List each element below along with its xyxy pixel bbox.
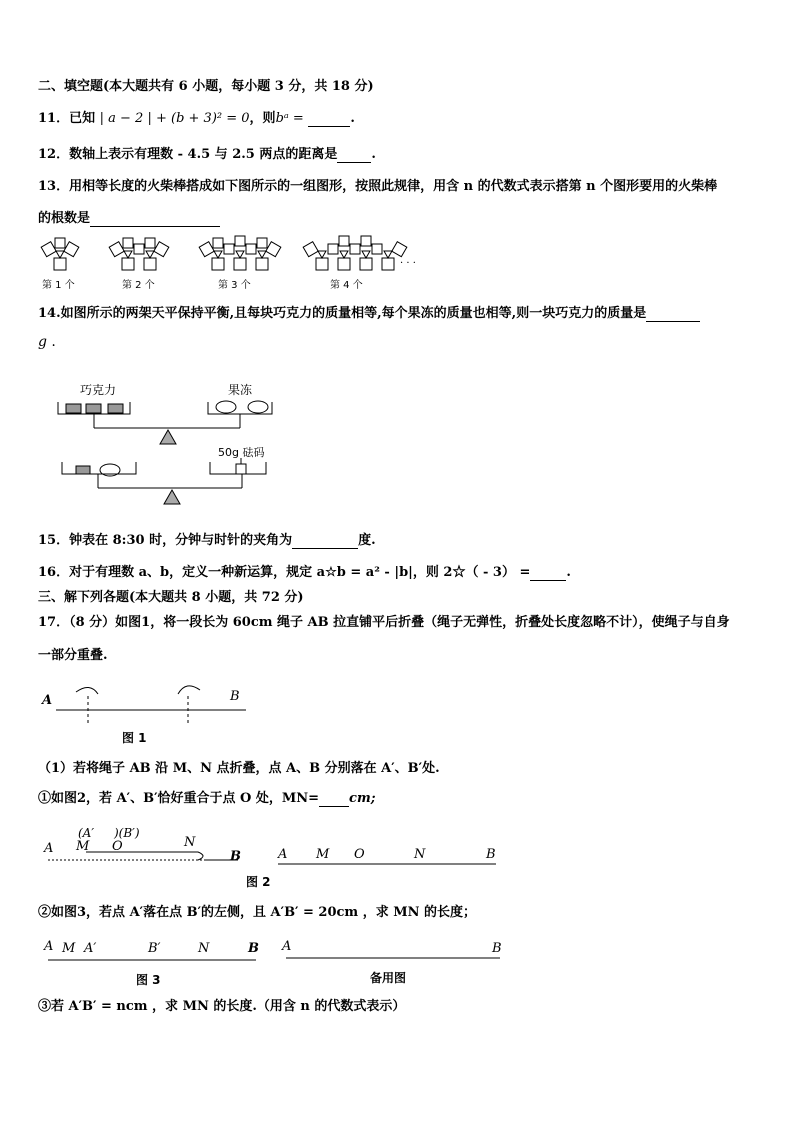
section-2-heading: 二、填空题(本大题共有 6 小题，每小题 3 分，共 18 分) <box>38 79 374 94</box>
figure-label-2: 第 2 个 <box>122 280 155 291</box>
q15-number: 15． <box>38 533 70 548</box>
weight-label: 50g 砝码 <box>218 446 265 459</box>
question-14-unit: g . <box>38 334 56 350</box>
q16-answer-blank[interactable] <box>530 568 566 581</box>
q17-s1-text: ①如图2，若 A′、B′恰好重合于点 O 处，MN= <box>38 791 320 806</box>
q16-number: 16． <box>38 565 70 580</box>
question-15 <box>38 533 376 549</box>
fig3-caption: 图 3 <box>136 973 161 987</box>
fulcrum-bottom <box>164 490 180 504</box>
q17-s1-blank[interactable] <box>319 794 349 807</box>
q13-text2: 的根数是 <box>38 211 91 226</box>
spare-label-b: B <box>492 941 502 956</box>
spare-caption: 备用图 <box>370 971 407 985</box>
matchstick-figure-3 <box>199 236 281 270</box>
figure-label-3: 第 3 个 <box>218 280 251 291</box>
question-17-step2: ②如图3，若点 A′落在点 B′的左侧，且 A′B′ = 20cm ，求 MN 的长度； <box>38 905 477 920</box>
section-3-heading: 三、解下列各题(本大题共 8 小题，共 72 分) <box>38 590 304 605</box>
question-17-line2: 一部分重叠. <box>38 648 108 663</box>
fig2-a-left: A <box>44 841 54 856</box>
q12-end: . <box>371 147 376 162</box>
figure-label-1: 第 1 个 <box>42 280 75 291</box>
matchstick-figure-2 <box>109 238 169 270</box>
question-17-step3: ③若 A′B′ = ncm ，求 MN 的长度.（用含 n 的代数式表示） <box>38 999 406 1014</box>
q12-text: 数轴上表示有理数 - 4.5 与 2.5 两点的距离是 <box>69 147 338 162</box>
q11-power: bᵃ = <box>275 111 304 126</box>
fig2-m-left: M <box>76 839 90 854</box>
question-13-line2 <box>38 211 220 227</box>
weight-block <box>236 464 246 474</box>
figure-2 <box>38 820 508 890</box>
fig2-b-right: B <box>486 847 496 862</box>
fig2-a-prime: (A′ <box>78 826 95 840</box>
q14-unit: g <box>38 334 47 350</box>
balance-scales <box>50 380 300 520</box>
q15-answer-blank[interactable] <box>292 536 358 549</box>
fig2-caption: 图 2 <box>246 875 271 889</box>
q11-number: 11． <box>38 111 70 126</box>
q11-answer-blank[interactable] <box>308 114 350 127</box>
q16-end: . <box>566 565 571 580</box>
q15-end: 度. <box>358 533 376 548</box>
q17-s1-unit: cm; <box>349 791 376 806</box>
question-17-line1: 17．（8 分）如图1，将一段长为 60cm 绳子 AB 拉直铺平后折叠（绳子无弹性，折叠处长度忽略不计），使绳子与自身 <box>38 615 730 630</box>
chocolate-block-bottom <box>76 466 90 474</box>
jelly-label: 果冻 <box>228 383 253 397</box>
fig3-label-m: M <box>62 941 76 956</box>
figure-3 <box>38 930 508 990</box>
question-12 <box>38 147 376 163</box>
q13-answer-blank[interactable] <box>90 214 220 227</box>
matchstick-figure-1 <box>41 238 79 270</box>
q12-answer-blank[interactable] <box>337 150 371 163</box>
question-17-part1: （1）若将绳子 AB 沿 M、N 点折叠，点 A、B 分别落在 A′、B′处. <box>38 761 440 776</box>
q11-mid: ，则 <box>249 111 276 126</box>
figure-1 <box>38 678 268 750</box>
fig2-b-prime: )(B′) <box>114 826 140 840</box>
fig3-label-b-prime: B′ <box>148 941 161 956</box>
question-11 <box>38 111 355 127</box>
fig3-label-b: B <box>248 941 259 956</box>
fig3-label-a: A <box>44 939 54 954</box>
question-13-line1 <box>38 179 717 195</box>
fig2-n-right: N <box>414 847 426 862</box>
fig1-label-a: A <box>42 693 53 708</box>
q14-text: 14.如图所示的两架天平保持平衡,且每块巧克力的质量相等,每个果冻的质量也相等,则一块巧克力的质量是 <box>38 306 647 321</box>
q12-number: 12． <box>38 147 70 162</box>
fig2-b-left: B <box>230 849 241 864</box>
fig2-o-right: O <box>354 847 365 862</box>
ellipsis: · · · <box>400 258 416 269</box>
q13-text: 用相等长度的火柴棒搭成如下图所示的一组图形，按照此规律，用含 n 的代数式表示搭第 n 个图形要用的火柴棒 <box>69 179 718 194</box>
fig3-label-n: N <box>198 941 210 956</box>
q13-number: 13． <box>38 179 70 194</box>
chocolate-blocks-top <box>66 404 123 413</box>
figure-label-4: 第 4 个 <box>330 280 363 291</box>
q14-answer-blank[interactable] <box>646 309 700 322</box>
jellies-top <box>216 401 268 413</box>
chocolate-label: 巧克力 <box>80 383 117 397</box>
question-16 <box>38 565 571 581</box>
spare-label-a: A <box>282 939 292 954</box>
q16-text: 对于有理数 a、b，定义一种新运算，规定 a☆b = a² - |b|，则 2☆（ - 3） = <box>69 565 531 580</box>
question-14-line1 <box>38 306 700 322</box>
fig2-n-left: N <box>184 835 196 850</box>
fig2-o-left: O <box>112 839 123 854</box>
matchstick-figures <box>30 232 430 294</box>
q11-expression: | a − 2 | + (b + 3)² = 0 <box>99 111 250 126</box>
fulcrum-top <box>160 430 176 444</box>
fig1-label-b: B <box>230 689 240 704</box>
question-17-step1 <box>38 791 376 807</box>
q15-text: 钟表在 8:30 时，分钟与时针的夹角为 <box>69 533 293 548</box>
fig2-m-right: M <box>316 847 330 862</box>
fig3-label-a-prime: A′ <box>84 941 97 956</box>
q11-pre: 已知 <box>69 111 96 126</box>
fig2-a-right: A <box>278 847 288 862</box>
matchstick-figure-4 <box>303 236 407 270</box>
fig1-caption: 图 1 <box>122 731 147 745</box>
q11-end: . <box>350 111 355 126</box>
